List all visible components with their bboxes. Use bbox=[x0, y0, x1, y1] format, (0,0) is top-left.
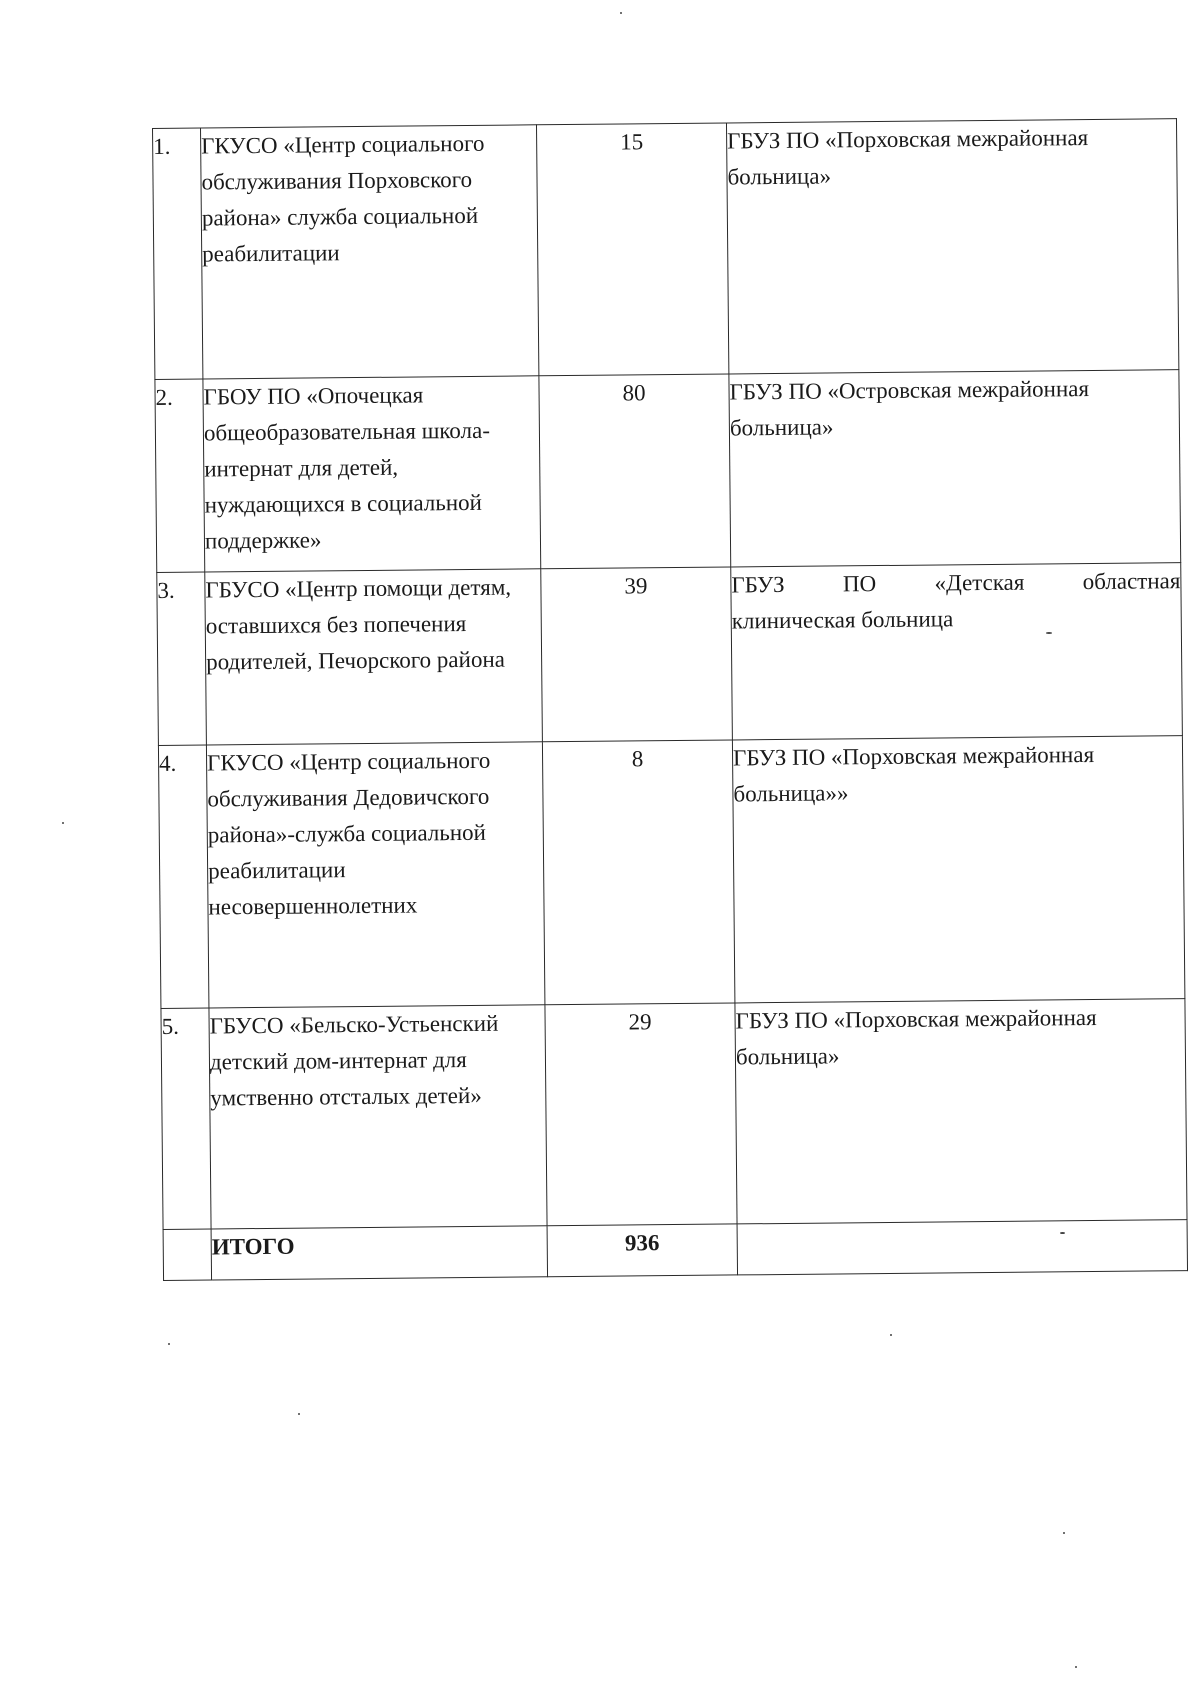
count-cell: 39 bbox=[541, 567, 733, 742]
hospital-cell: ГБУЗ ПО «Порховская межрайонная больница» bbox=[726, 119, 1178, 374]
table-row bbox=[153, 119, 1179, 380]
table-row bbox=[157, 563, 1183, 746]
row-number: 5. bbox=[161, 1008, 211, 1229]
scan-speck bbox=[168, 1343, 170, 1345]
row-number: 4. bbox=[158, 745, 209, 1008]
table-row bbox=[158, 736, 1184, 1009]
document-scan bbox=[152, 118, 1188, 1281]
scan-speck bbox=[1063, 1532, 1065, 1534]
table-row bbox=[155, 370, 1181, 573]
organization-cell: ГБУСО «Центр помощи детям, оставшихся без попечения родителей, Печорского района bbox=[205, 569, 543, 745]
scan-speck bbox=[1060, 1232, 1065, 1234]
table-row bbox=[161, 999, 1187, 1230]
total-row bbox=[163, 1220, 1187, 1281]
organization-cell: ГКУСО «Центр социального обслуживания Порховского района» служба социальной реабилитации bbox=[201, 125, 539, 379]
count-cell: 29 bbox=[545, 1003, 737, 1226]
institutions-table bbox=[152, 118, 1188, 1281]
scan-speck bbox=[1046, 632, 1052, 634]
hospital-cell: ГБУЗ ПО «Порховская межрайонная больница» bbox=[735, 999, 1187, 1224]
hospital-cell: ГБУЗ ПО «Островская межрайонная больница» bbox=[729, 370, 1181, 567]
organization-cell: ГКУСО «Центр социального обслуживания Дедовичского района»-служба социальной реабилитации несовершеннолетних bbox=[206, 742, 545, 1008]
scan-speck bbox=[890, 1334, 892, 1336]
total-value: 936 bbox=[547, 1224, 737, 1277]
scan-speck bbox=[620, 12, 622, 14]
total-label: ИТОГО bbox=[211, 1226, 547, 1280]
scan-speck bbox=[298, 1413, 300, 1415]
count-cell: 8 bbox=[542, 740, 735, 1005]
scan-speck bbox=[1075, 1666, 1077, 1668]
hospital-line-1: ГБУЗ ПО «Детская областная bbox=[731, 568, 1181, 598]
organization-cell: ГБУСО «Бельско-Устьенский детский дом-интернат для умственно отсталых детей» bbox=[209, 1005, 547, 1229]
hospital-line-2: клиническая больница bbox=[731, 606, 954, 634]
hospital-cell: ГБУЗ ПО «Порховская межрайонная больница»» bbox=[732, 736, 1185, 1003]
total-empty-cell bbox=[737, 1220, 1187, 1275]
row-number: 1. bbox=[153, 128, 203, 379]
row-number: 3. bbox=[157, 572, 207, 745]
hospital-cell bbox=[731, 563, 1183, 740]
count-cell: 80 bbox=[539, 374, 731, 569]
organization-cell: ГБОУ ПО «Опочецкая общеобразовательная школа-интернат для детей, нуждающихся в социальной поддержке» bbox=[203, 376, 541, 572]
scan-speck bbox=[62, 822, 64, 824]
total-number-cell bbox=[163, 1229, 211, 1280]
count-cell: 15 bbox=[536, 123, 728, 376]
row-number: 2. bbox=[155, 379, 205, 572]
